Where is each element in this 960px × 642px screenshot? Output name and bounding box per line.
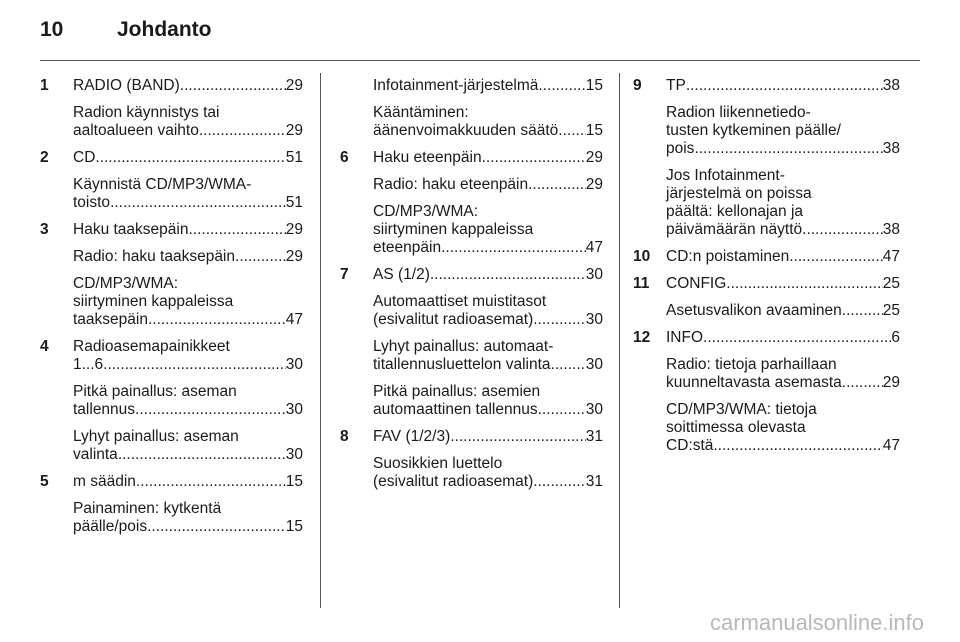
item-label: Asetusvalikon avaaminen <box>666 302 842 319</box>
entry-number: 5 <box>40 473 49 490</box>
entry-number: 2 <box>40 149 49 166</box>
entry-body <box>373 149 603 257</box>
dot-leader <box>802 221 883 239</box>
item-label: FAV (1/2/3) <box>373 428 451 445</box>
item-line <box>373 428 603 446</box>
index-item <box>73 500 303 536</box>
item-label: titallennusluettelon valinta <box>373 356 551 373</box>
item-line <box>373 401 603 419</box>
entry-body <box>666 77 900 239</box>
dot-leader <box>558 122 585 140</box>
dot-leader <box>180 77 286 95</box>
page-reference: 51 <box>285 149 303 166</box>
item-line <box>666 437 900 455</box>
page-reference: 31 <box>585 428 603 445</box>
page-reference: 29 <box>585 176 603 193</box>
item-line <box>73 311 303 329</box>
index-entry <box>340 149 603 257</box>
item-label: taaksepäin <box>73 311 148 328</box>
index-item <box>666 77 900 95</box>
page-reference: 47 <box>882 437 900 454</box>
dot-leader <box>103 356 286 374</box>
dot-leader <box>538 77 585 95</box>
index-item <box>666 104 900 158</box>
page-reference: 47 <box>285 311 303 328</box>
index-item <box>666 302 900 320</box>
index-item <box>373 428 603 446</box>
item-label: (esivalitut radioasemat) <box>373 311 534 328</box>
index-item <box>373 149 603 167</box>
index-entry <box>40 338 303 464</box>
item-text: Radioasemapainikkeet <box>73 338 230 355</box>
entry-number: 10 <box>633 248 651 265</box>
index-item <box>73 77 303 95</box>
entry-body <box>73 77 303 140</box>
page-reference: 29 <box>285 221 303 238</box>
item-text: Automaattiset muistitasot <box>373 293 547 310</box>
dot-leader <box>148 311 286 329</box>
dot-leader <box>450 428 586 446</box>
item-line <box>666 140 900 158</box>
item-label: INFO <box>666 329 704 346</box>
item-label: päälle/pois <box>73 518 148 535</box>
page-reference: 15 <box>585 122 603 139</box>
page-reference: 47 <box>882 248 900 265</box>
item-label: automaattinen tallennus <box>373 401 538 418</box>
item-label: päivämäärän näyttö <box>666 221 803 238</box>
entry-number: 11 <box>633 275 650 292</box>
index-item <box>73 428 303 464</box>
dot-leader <box>136 473 286 491</box>
page-reference: 30 <box>285 401 303 418</box>
entry-number: 8 <box>340 428 349 445</box>
page-reference: 15 <box>585 77 603 94</box>
item-label: Infotainment-järjestelmä <box>373 77 539 94</box>
item-line <box>666 374 900 392</box>
entry-body <box>73 149 303 212</box>
index-column-2 <box>340 77 603 500</box>
column-divider-1 <box>320 73 321 608</box>
index-item <box>73 383 303 419</box>
page-reference: 6 <box>891 329 900 346</box>
dot-leader <box>533 473 586 491</box>
item-text: CD/MP3/WMA: siirtyminen kappaleissa <box>373 203 534 238</box>
index-item <box>666 356 900 392</box>
entry-body <box>666 329 900 455</box>
page-reference: 25 <box>882 302 900 319</box>
index-entry <box>633 329 900 455</box>
dot-leader <box>694 140 882 158</box>
item-label: (esivalitut radioasemat) <box>373 473 534 490</box>
page-reference: 25 <box>882 275 900 292</box>
item-label: TP <box>666 77 686 94</box>
dot-leader <box>430 266 586 284</box>
item-text: Lyhyt painallus: automaat- <box>373 338 554 355</box>
index-entry <box>40 77 303 140</box>
entry-body <box>373 428 603 491</box>
page-reference: 30 <box>285 356 303 373</box>
item-line <box>73 77 303 95</box>
index-entry <box>40 473 303 536</box>
entry-body <box>73 338 303 464</box>
dot-leader <box>528 176 586 194</box>
item-label: m säädin <box>73 473 136 490</box>
item-label: CD <box>73 149 96 166</box>
entry-body <box>373 77 603 140</box>
index-item <box>73 104 303 140</box>
dot-leader <box>95 149 285 167</box>
item-text: Radion käynnistys tai <box>73 104 220 121</box>
item-line <box>373 239 603 257</box>
index-item <box>373 266 603 284</box>
dot-leader <box>789 248 883 266</box>
item-line <box>373 77 603 95</box>
index-item <box>373 455 603 491</box>
entry-number: 12 <box>633 329 651 346</box>
entry-number: 3 <box>40 221 49 238</box>
dot-leader <box>842 302 883 320</box>
entry-number <box>340 77 373 140</box>
item-label: Radio: haku taaksepäin <box>73 248 236 265</box>
index-item <box>73 473 303 491</box>
index-entry <box>40 221 303 329</box>
item-text: Painaminen: kytkentä <box>73 500 222 517</box>
entry-body <box>666 248 900 266</box>
page-reference: 29 <box>285 122 303 139</box>
item-line <box>666 248 900 266</box>
dot-leader <box>533 311 586 329</box>
item-line <box>373 266 603 284</box>
item-line <box>73 248 303 266</box>
page-reference: 29 <box>585 149 603 166</box>
index-item <box>666 329 900 347</box>
index-item <box>373 176 603 194</box>
watermark: carmanualsonline.info <box>709 610 924 635</box>
entry-body <box>666 275 900 320</box>
dot-leader <box>726 275 882 293</box>
entry-body <box>73 221 303 329</box>
index-item <box>373 203 603 257</box>
dot-leader <box>135 401 286 419</box>
entry-body <box>373 266 603 419</box>
dot-leader <box>441 239 586 257</box>
index-item <box>373 77 603 95</box>
dot-leader <box>482 149 586 167</box>
item-line <box>373 149 603 167</box>
page-reference: 51 <box>285 194 303 211</box>
dot-leader <box>147 518 286 536</box>
index-column-1 <box>40 77 303 545</box>
page-reference: 30 <box>285 446 303 463</box>
item-line <box>666 221 900 239</box>
index-item <box>73 176 303 212</box>
item-line <box>73 221 303 239</box>
item-label: Haku eteenpäin <box>373 149 482 166</box>
index-entry <box>633 248 900 266</box>
item-line <box>73 401 303 419</box>
item-line <box>373 122 603 140</box>
index-item <box>666 167 900 239</box>
entry-number: 7 <box>340 266 349 283</box>
page-reference: 38 <box>882 77 900 94</box>
page-reference: 30 <box>585 311 603 328</box>
item-label: 1...6 <box>73 356 104 373</box>
index-item <box>73 221 303 239</box>
page-reference: 38 <box>882 140 900 157</box>
dot-leader <box>235 248 286 266</box>
item-label: tallennus <box>73 401 136 418</box>
entry-number: 9 <box>633 77 642 94</box>
item-text: Pitkä painallus: aseman <box>73 383 237 400</box>
index-column-3 <box>633 77 900 464</box>
item-text: Kääntäminen: <box>373 104 469 121</box>
entry-number: 1 <box>40 77 49 94</box>
dot-leader <box>118 446 286 464</box>
item-label: eteenpäin <box>373 239 442 256</box>
item-text: Pitkä painallus: asemien <box>373 383 541 400</box>
item-text: Radion liikennetiedo- tusten kytkeminen päälle/ <box>666 104 841 139</box>
header-rule <box>40 60 920 61</box>
index-entry <box>340 77 603 140</box>
index-entry <box>633 77 900 239</box>
item-label: CD:n poistaminen <box>666 248 790 265</box>
index-item <box>73 338 303 374</box>
item-line <box>73 446 303 464</box>
item-line <box>666 302 900 320</box>
page-number: 10 <box>40 18 64 41</box>
item-label: CD:stä <box>666 437 714 454</box>
index-item <box>73 248 303 266</box>
entry-body <box>73 473 303 536</box>
index-item <box>666 248 900 266</box>
page-reference: 29 <box>285 77 303 94</box>
item-label: aaltoalueen vaihto <box>73 122 199 139</box>
index-item <box>373 104 603 140</box>
entry-number: 6 <box>340 149 349 166</box>
dot-leader <box>842 374 883 392</box>
page-reference: 30 <box>585 356 603 373</box>
item-label: AS (1/2) <box>373 266 430 283</box>
index-item <box>666 401 900 455</box>
item-line <box>373 176 603 194</box>
index-item <box>373 383 603 419</box>
item-label: pois <box>666 140 695 157</box>
dot-leader <box>110 194 286 212</box>
item-text: CD/MP3/WMA: tietoja soittimessa olevasta <box>666 401 817 436</box>
item-line <box>666 275 900 293</box>
item-label: valinta <box>73 446 118 463</box>
item-line <box>73 149 303 167</box>
item-line <box>373 473 603 491</box>
dot-leader <box>703 329 891 347</box>
page-header <box>40 18 212 42</box>
dot-leader <box>538 401 586 419</box>
index-entry <box>40 149 303 212</box>
item-line <box>73 473 303 491</box>
dot-leader <box>199 122 286 140</box>
dot-leader <box>551 356 586 374</box>
column-divider-2 <box>619 73 620 608</box>
item-line <box>73 122 303 140</box>
item-label: Radio: haku eteenpäin <box>373 176 529 193</box>
item-line <box>73 518 303 536</box>
item-text: Käynnistä CD/MP3/WMA- <box>73 176 252 193</box>
page-reference: 30 <box>585 401 603 418</box>
item-label: äänenvoimakkuuden säätö <box>373 122 559 139</box>
dot-leader <box>713 437 882 455</box>
dot-leader <box>188 221 285 239</box>
item-label: toisto <box>73 194 111 211</box>
index-item <box>666 275 900 293</box>
page-title: Johdanto <box>117 18 212 41</box>
page-reference: 38 <box>882 221 900 238</box>
index-item <box>373 338 603 374</box>
index-entry <box>340 428 603 491</box>
index-item <box>73 149 303 167</box>
page-reference: 47 <box>585 239 603 256</box>
item-line <box>73 194 303 212</box>
entry-number: 4 <box>40 338 49 355</box>
item-line <box>373 356 603 374</box>
item-label: RADIO (BAND) <box>73 77 180 94</box>
dot-leader <box>686 77 883 95</box>
page-reference: 29 <box>882 374 900 391</box>
index-item <box>373 293 603 329</box>
item-text: Jos Infotainment- järjestelmä on poissa päältä: kellonajan ja <box>666 167 812 220</box>
item-line <box>73 356 303 374</box>
page-reference: 15 <box>285 473 303 490</box>
page-reference: 15 <box>285 518 303 535</box>
item-line <box>666 329 900 347</box>
item-text: Radio: tietoja parhaillaan <box>666 356 837 373</box>
index-entry <box>340 266 603 419</box>
page-reference: 31 <box>585 473 603 490</box>
item-text: CD/MP3/WMA: siirtyminen kappaleissa <box>73 275 234 310</box>
item-text: Lyhyt painallus: aseman <box>73 428 239 445</box>
item-label: Haku taaksepäin <box>73 221 189 238</box>
item-label: kuunneltavasta asemasta <box>666 374 842 391</box>
item-label: CONFIG <box>666 275 727 292</box>
item-line <box>373 311 603 329</box>
item-line <box>666 77 900 95</box>
index-entry <box>633 275 900 320</box>
page-reference: 29 <box>285 248 303 265</box>
page-reference: 30 <box>585 266 603 283</box>
item-text: Suosikkien luettelo <box>373 455 503 472</box>
index-item <box>73 275 303 329</box>
